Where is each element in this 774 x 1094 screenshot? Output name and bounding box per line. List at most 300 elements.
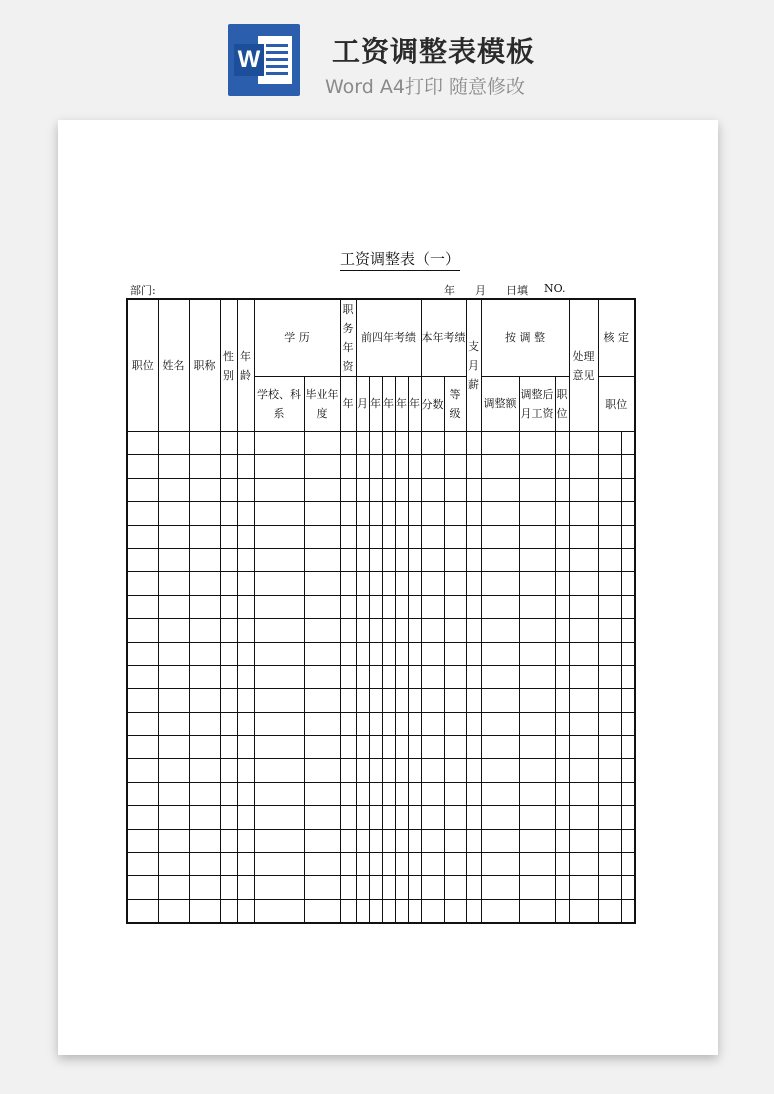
table-cell[interactable] [220, 432, 237, 455]
table-cell[interactable] [237, 665, 254, 688]
table-cell[interactable] [340, 829, 356, 852]
table-cell[interactable] [127, 806, 158, 829]
table-cell[interactable] [621, 759, 635, 782]
table-cell[interactable] [444, 899, 466, 922]
table-cell[interactable] [369, 478, 382, 501]
table-cell[interactable] [158, 455, 189, 478]
table-cell[interactable] [340, 642, 356, 665]
table-cell[interactable] [382, 478, 395, 501]
table-cell[interactable] [598, 712, 621, 735]
table-cell[interactable] [421, 478, 444, 501]
table-cell[interactable] [569, 619, 598, 642]
table-cell[interactable] [598, 899, 621, 922]
table-cell[interactable] [408, 502, 421, 525]
table-cell[interactable] [220, 595, 237, 618]
table-cell[interactable] [127, 432, 158, 455]
table-cell[interactable] [408, 853, 421, 876]
table-cell[interactable] [220, 572, 237, 595]
table-cell[interactable] [621, 572, 635, 595]
table-cell[interactable] [127, 502, 158, 525]
table-cell[interactable] [340, 432, 356, 455]
table-cell[interactable] [421, 665, 444, 688]
table-cell[interactable] [481, 665, 519, 688]
table-cell[interactable] [395, 782, 408, 805]
table-cell[interactable] [356, 665, 369, 688]
table-cell[interactable] [395, 829, 408, 852]
table-cell[interactable] [421, 572, 444, 595]
table-cell[interactable] [189, 806, 220, 829]
table-cell[interactable] [127, 525, 158, 548]
table-cell[interactable] [369, 572, 382, 595]
table-cell[interactable] [621, 595, 635, 618]
table-cell[interactable] [555, 782, 569, 805]
table-cell[interactable] [356, 502, 369, 525]
table-cell[interactable] [356, 525, 369, 548]
table-cell[interactable] [158, 525, 189, 548]
table-cell[interactable] [481, 595, 519, 618]
table-cell[interactable] [555, 829, 569, 852]
table-cell[interactable] [466, 689, 481, 712]
table-cell[interactable] [444, 455, 466, 478]
table-cell[interactable] [444, 502, 466, 525]
table-cell[interactable] [220, 619, 237, 642]
table-cell[interactable] [356, 876, 369, 899]
table-cell[interactable] [555, 572, 569, 595]
table-cell[interactable] [189, 525, 220, 548]
table-cell[interactable] [220, 782, 237, 805]
table-cell[interactable] [304, 782, 340, 805]
table-cell[interactable] [189, 432, 220, 455]
table-cell[interactable] [382, 525, 395, 548]
table-cell[interactable] [421, 782, 444, 805]
table-cell[interactable] [598, 806, 621, 829]
table-cell[interactable] [555, 853, 569, 876]
table-cell[interactable] [481, 642, 519, 665]
table-cell[interactable] [466, 829, 481, 852]
table-cell[interactable] [444, 432, 466, 455]
table-cell[interactable] [621, 736, 635, 759]
table-cell[interactable] [237, 689, 254, 712]
table-cell[interactable] [569, 899, 598, 922]
table-cell[interactable] [304, 759, 340, 782]
table-cell[interactable] [395, 736, 408, 759]
table-cell[interactable] [621, 829, 635, 852]
table-cell[interactable] [466, 572, 481, 595]
table-cell[interactable] [382, 853, 395, 876]
table-cell[interactable] [158, 642, 189, 665]
table-cell[interactable] [598, 572, 621, 595]
table-cell[interactable] [189, 876, 220, 899]
table-cell[interactable] [466, 642, 481, 665]
table-cell[interactable] [598, 455, 621, 478]
table-cell[interactable] [369, 525, 382, 548]
table-cell[interactable] [382, 689, 395, 712]
table-cell[interactable] [304, 595, 340, 618]
table-cell[interactable] [220, 806, 237, 829]
table-cell[interactable] [127, 642, 158, 665]
table-cell[interactable] [481, 478, 519, 501]
table-cell[interactable] [158, 478, 189, 501]
table-cell[interactable] [598, 595, 621, 618]
table-cell[interactable] [395, 572, 408, 595]
table-cell[interactable] [519, 478, 555, 501]
table-cell[interactable] [304, 642, 340, 665]
table-cell[interactable] [569, 455, 598, 478]
table-cell[interactable] [340, 689, 356, 712]
table-cell[interactable] [569, 525, 598, 548]
table-cell[interactable] [189, 478, 220, 501]
table-cell[interactable] [220, 502, 237, 525]
table-cell[interactable] [189, 572, 220, 595]
table-cell[interactable] [481, 782, 519, 805]
table-cell[interactable] [555, 595, 569, 618]
table-cell[interactable] [189, 595, 220, 618]
table-cell[interactable] [408, 876, 421, 899]
table-cell[interactable] [189, 642, 220, 665]
table-cell[interactable] [189, 782, 220, 805]
table-cell[interactable] [598, 525, 621, 548]
table-cell[interactable] [189, 548, 220, 571]
table-cell[interactable] [421, 455, 444, 478]
table-cell[interactable] [408, 736, 421, 759]
table-cell[interactable] [466, 432, 481, 455]
table-cell[interactable] [158, 899, 189, 922]
table-cell[interactable] [340, 736, 356, 759]
table-cell[interactable] [356, 899, 369, 922]
table-cell[interactable] [569, 782, 598, 805]
table-cell[interactable] [408, 642, 421, 665]
table-cell[interactable] [408, 782, 421, 805]
table-cell[interactable] [340, 899, 356, 922]
table-cell[interactable] [254, 502, 304, 525]
table-cell[interactable] [621, 432, 635, 455]
table-cell[interactable] [254, 806, 304, 829]
table-cell[interactable] [189, 455, 220, 478]
table-cell[interactable] [395, 759, 408, 782]
table-cell[interactable] [569, 876, 598, 899]
table-cell[interactable] [481, 876, 519, 899]
table-cell[interactable] [369, 829, 382, 852]
table-cell[interactable] [158, 432, 189, 455]
table-cell[interactable] [519, 525, 555, 548]
table-cell[interactable] [340, 782, 356, 805]
table-cell[interactable] [621, 782, 635, 805]
table-cell[interactable] [382, 782, 395, 805]
table-cell[interactable] [555, 759, 569, 782]
table-cell[interactable] [466, 502, 481, 525]
table-cell[interactable] [220, 759, 237, 782]
table-cell[interactable] [369, 548, 382, 571]
table-cell[interactable] [189, 759, 220, 782]
table-cell[interactable] [555, 736, 569, 759]
table-cell[interactable] [158, 806, 189, 829]
table-cell[interactable] [237, 876, 254, 899]
table-cell[interactable] [220, 548, 237, 571]
table-cell[interactable] [621, 525, 635, 548]
table-cell[interactable] [127, 759, 158, 782]
table-cell[interactable] [237, 455, 254, 478]
table-cell[interactable] [395, 525, 408, 548]
table-cell[interactable] [569, 595, 598, 618]
table-cell[interactable] [421, 853, 444, 876]
table-cell[interactable] [127, 455, 158, 478]
table-cell[interactable] [356, 478, 369, 501]
table-cell[interactable] [369, 853, 382, 876]
table-cell[interactable] [421, 642, 444, 665]
table-cell[interactable] [408, 712, 421, 735]
table-cell[interactable] [555, 548, 569, 571]
table-cell[interactable] [444, 759, 466, 782]
table-cell[interactable] [408, 829, 421, 852]
table-cell[interactable] [621, 712, 635, 735]
table-cell[interactable] [220, 712, 237, 735]
table-cell[interactable] [369, 759, 382, 782]
table-cell[interactable] [340, 455, 356, 478]
table-cell[interactable] [382, 595, 395, 618]
table-cell[interactable] [254, 595, 304, 618]
table-cell[interactable] [421, 525, 444, 548]
table-cell[interactable] [466, 548, 481, 571]
table-cell[interactable] [304, 689, 340, 712]
table-cell[interactable] [569, 736, 598, 759]
table-cell[interactable] [598, 736, 621, 759]
table-cell[interactable] [395, 548, 408, 571]
table-cell[interactable] [304, 712, 340, 735]
table-cell[interactable] [382, 619, 395, 642]
table-cell[interactable] [569, 642, 598, 665]
table-cell[interactable] [356, 455, 369, 478]
table-cell[interactable] [369, 782, 382, 805]
table-cell[interactable] [466, 782, 481, 805]
table-cell[interactable] [395, 595, 408, 618]
table-cell[interactable] [555, 876, 569, 899]
table-cell[interactable] [395, 619, 408, 642]
table-cell[interactable] [304, 572, 340, 595]
table-cell[interactable] [237, 853, 254, 876]
table-cell[interactable] [421, 619, 444, 642]
table-cell[interactable] [127, 853, 158, 876]
table-cell[interactable] [481, 502, 519, 525]
table-cell[interactable] [408, 759, 421, 782]
table-cell[interactable] [395, 455, 408, 478]
table-cell[interactable] [466, 619, 481, 642]
table-cell[interactable] [304, 876, 340, 899]
table-cell[interactable] [127, 595, 158, 618]
table-cell[interactable] [421, 899, 444, 922]
table-cell[interactable] [237, 782, 254, 805]
table-cell[interactable] [421, 736, 444, 759]
table-cell[interactable] [220, 876, 237, 899]
table-cell[interactable] [598, 853, 621, 876]
table-cell[interactable] [621, 455, 635, 478]
table-cell[interactable] [356, 642, 369, 665]
table-cell[interactable] [598, 432, 621, 455]
table-cell[interactable] [408, 455, 421, 478]
table-cell[interactable] [254, 455, 304, 478]
table-cell[interactable] [598, 876, 621, 899]
table-cell[interactable] [598, 829, 621, 852]
table-cell[interactable] [519, 455, 555, 478]
table-cell[interactable] [444, 806, 466, 829]
table-cell[interactable] [127, 665, 158, 688]
table-cell[interactable] [421, 432, 444, 455]
table-cell[interactable] [421, 548, 444, 571]
table-cell[interactable] [304, 478, 340, 501]
table-cell[interactable] [395, 665, 408, 688]
table-cell[interactable] [158, 759, 189, 782]
table-cell[interactable] [569, 712, 598, 735]
table-cell[interactable] [519, 689, 555, 712]
table-cell[interactable] [254, 432, 304, 455]
table-cell[interactable] [382, 806, 395, 829]
table-cell[interactable] [127, 689, 158, 712]
table-cell[interactable] [369, 595, 382, 618]
table-cell[interactable] [254, 665, 304, 688]
table-cell[interactable] [304, 899, 340, 922]
table-cell[interactable] [481, 689, 519, 712]
table-cell[interactable] [466, 759, 481, 782]
table-cell[interactable] [382, 548, 395, 571]
table-cell[interactable] [395, 876, 408, 899]
table-cell[interactable] [237, 525, 254, 548]
table-cell[interactable] [395, 432, 408, 455]
table-cell[interactable] [621, 689, 635, 712]
table-cell[interactable] [356, 853, 369, 876]
table-cell[interactable] [519, 899, 555, 922]
table-cell[interactable] [519, 642, 555, 665]
table-cell[interactable] [158, 595, 189, 618]
table-cell[interactable] [158, 782, 189, 805]
table-cell[interactable] [395, 899, 408, 922]
table-cell[interactable] [598, 548, 621, 571]
table-cell[interactable] [189, 689, 220, 712]
table-cell[interactable] [382, 432, 395, 455]
table-cell[interactable] [340, 619, 356, 642]
table-cell[interactable] [220, 689, 237, 712]
table-cell[interactable] [189, 712, 220, 735]
table-cell[interactable] [555, 619, 569, 642]
table-cell[interactable] [254, 759, 304, 782]
table-cell[interactable] [466, 806, 481, 829]
table-cell[interactable] [621, 899, 635, 922]
table-cell[interactable] [158, 572, 189, 595]
table-cell[interactable] [382, 572, 395, 595]
table-cell[interactable] [395, 712, 408, 735]
table-cell[interactable] [621, 642, 635, 665]
table-cell[interactable] [220, 642, 237, 665]
table-cell[interactable] [519, 619, 555, 642]
table-cell[interactable] [340, 665, 356, 688]
table-cell[interactable] [382, 712, 395, 735]
table-cell[interactable] [304, 548, 340, 571]
table-cell[interactable] [220, 829, 237, 852]
table-cell[interactable] [237, 759, 254, 782]
table-cell[interactable] [444, 665, 466, 688]
table-cell[interactable] [220, 665, 237, 688]
table-cell[interactable] [444, 689, 466, 712]
table-cell[interactable] [382, 829, 395, 852]
table-cell[interactable] [466, 665, 481, 688]
table-cell[interactable] [466, 876, 481, 899]
table-cell[interactable] [555, 525, 569, 548]
table-cell[interactable] [481, 853, 519, 876]
table-cell[interactable] [481, 899, 519, 922]
table-cell[interactable] [254, 829, 304, 852]
table-cell[interactable] [444, 478, 466, 501]
table-cell[interactable] [466, 525, 481, 548]
table-cell[interactable] [304, 432, 340, 455]
table-cell[interactable] [304, 619, 340, 642]
table-cell[interactable] [158, 502, 189, 525]
table-cell[interactable] [444, 853, 466, 876]
table-cell[interactable] [555, 502, 569, 525]
table-cell[interactable] [237, 829, 254, 852]
table-cell[interactable] [220, 525, 237, 548]
table-cell[interactable] [304, 665, 340, 688]
table-cell[interactable] [254, 619, 304, 642]
table-cell[interactable] [569, 853, 598, 876]
table-cell[interactable] [254, 853, 304, 876]
table-cell[interactable] [444, 595, 466, 618]
table-cell[interactable] [519, 876, 555, 899]
table-cell[interactable] [237, 502, 254, 525]
table-cell[interactable] [220, 899, 237, 922]
table-cell[interactable] [356, 572, 369, 595]
table-cell[interactable] [421, 759, 444, 782]
table-cell[interactable] [408, 619, 421, 642]
table-cell[interactable] [408, 548, 421, 571]
table-cell[interactable] [254, 899, 304, 922]
table-cell[interactable] [519, 736, 555, 759]
table-cell[interactable] [421, 595, 444, 618]
table-cell[interactable] [254, 642, 304, 665]
table-cell[interactable] [158, 736, 189, 759]
table-cell[interactable] [569, 548, 598, 571]
table-cell[interactable] [569, 502, 598, 525]
table-cell[interactable] [127, 619, 158, 642]
table-cell[interactable] [408, 806, 421, 829]
table-cell[interactable] [555, 665, 569, 688]
table-cell[interactable] [466, 455, 481, 478]
table-cell[interactable] [519, 806, 555, 829]
table-cell[interactable] [189, 899, 220, 922]
table-cell[interactable] [481, 525, 519, 548]
table-cell[interactable] [369, 642, 382, 665]
table-cell[interactable] [555, 455, 569, 478]
table-cell[interactable] [356, 806, 369, 829]
table-cell[interactable] [369, 689, 382, 712]
table-cell[interactable] [555, 806, 569, 829]
table-cell[interactable] [340, 806, 356, 829]
table-cell[interactable] [444, 782, 466, 805]
table-cell[interactable] [158, 548, 189, 571]
table-cell[interactable] [519, 782, 555, 805]
table-cell[interactable] [481, 759, 519, 782]
table-cell[interactable] [127, 712, 158, 735]
table-cell[interactable] [598, 502, 621, 525]
table-cell[interactable] [127, 736, 158, 759]
table-cell[interactable] [421, 712, 444, 735]
table-cell[interactable] [369, 432, 382, 455]
table-cell[interactable] [237, 642, 254, 665]
table-cell[interactable] [369, 899, 382, 922]
table-cell[interactable] [598, 759, 621, 782]
table-cell[interactable] [621, 619, 635, 642]
table-cell[interactable] [369, 806, 382, 829]
table-cell[interactable] [519, 829, 555, 852]
table-cell[interactable] [189, 736, 220, 759]
table-cell[interactable] [158, 829, 189, 852]
